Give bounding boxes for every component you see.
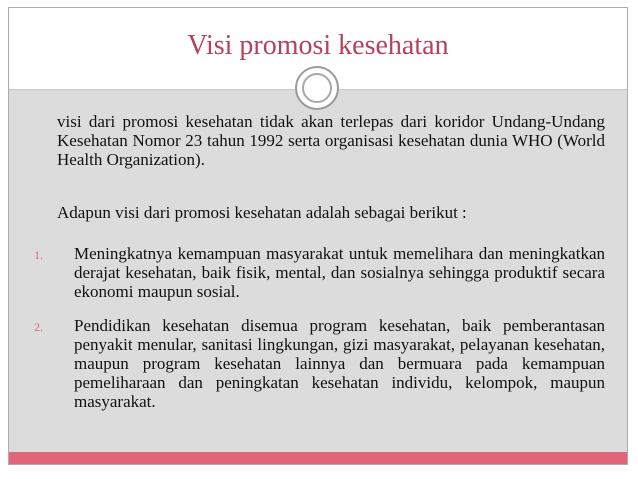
list-item (0, 316, 638, 446)
lead-paragraph: Adapun visi dari promosi kesehatan adalah sebagai berikut : (57, 203, 467, 222)
circle-ornament-icon (295, 66, 339, 110)
list-item-number: 1. (34, 248, 43, 262)
intro-paragraph: visi dari promosi kesehatan tidak akan terlepas dari koridor Undang-Undang Kesehatan Nomor 23 tahun 1992 serta organisasi kesehatan dunia WHO (World Health Organization). (57, 112, 605, 169)
list-item (0, 244, 638, 316)
footer-accent-bar (9, 452, 627, 464)
list-item-text: Meningkatnya kemampuan masyarakat untuk memelihara dan meningkatkan derajat kesehatan, baik fisik, mental, dan sosialnya sehingga produktif secara ekonomi maupun sosial. (74, 244, 605, 301)
list-item-number: 2. (34, 320, 43, 334)
vision-list (0, 244, 638, 446)
list-item-text: Pendidikan kesehatan disemua program kesehatan, baik pemberantasan penyakit menular, sanitasi lingkungan, gizi masyarakat, pelayanan kesehatan, maupun program kesehatan lainnya dan bermuara pada kemampuan pemeliharaan dan peningkatan kesehatan individu, kelompok, maupun masyarakat. (74, 316, 605, 411)
slide-title: Visi promosi kesehatan (187, 30, 449, 61)
circle-ornament-inner-icon (302, 73, 332, 103)
